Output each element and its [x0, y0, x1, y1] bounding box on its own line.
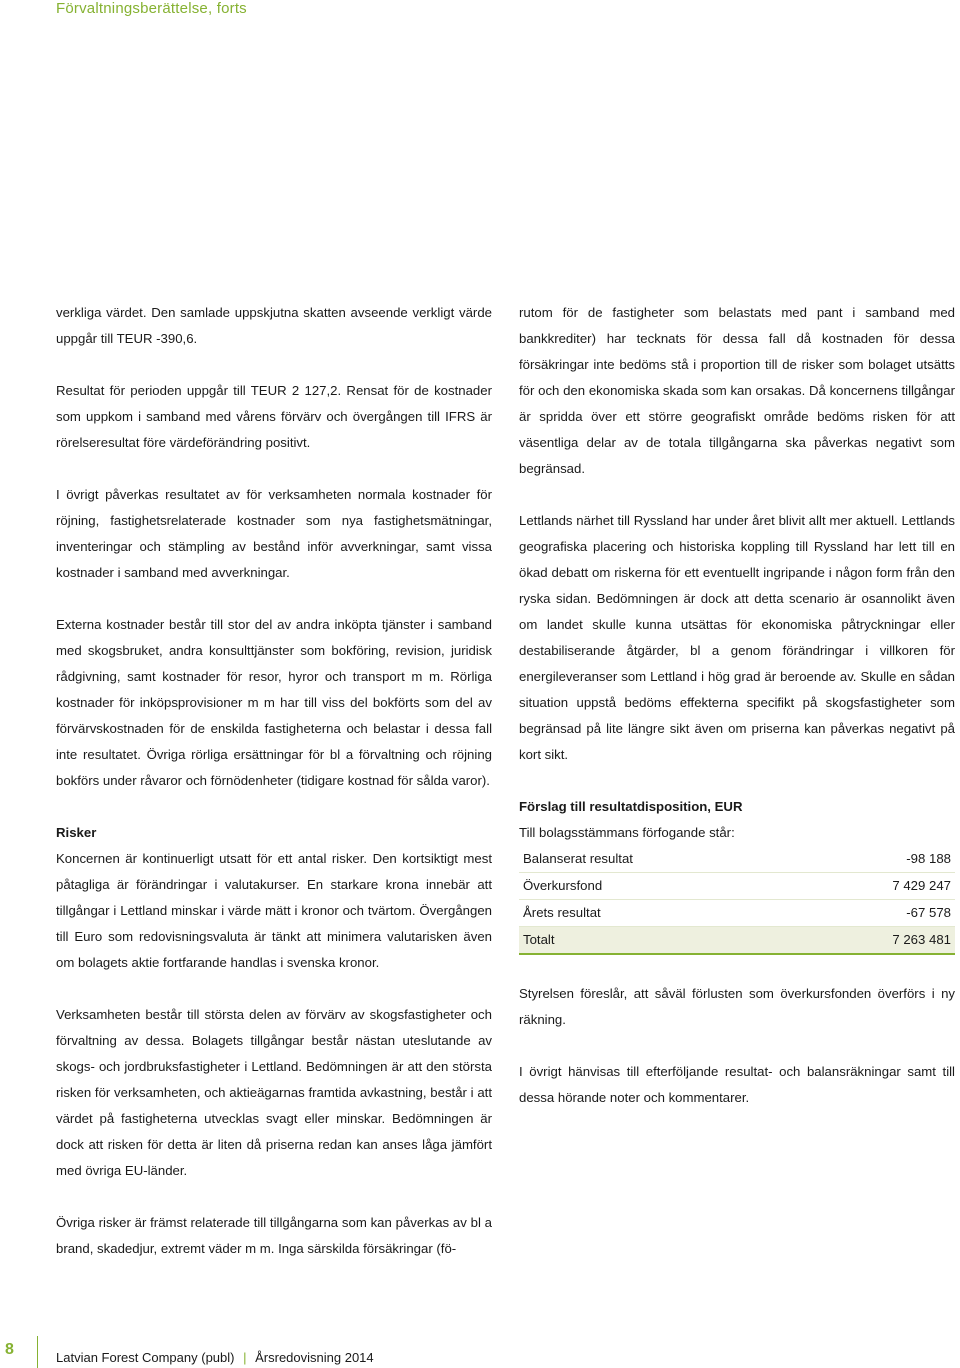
paragraph: I övrigt hänvisas till efterföljande resultat- och balansräkningar samt till dessa hörande noter och kommentarer. [519, 1064, 955, 1105]
page-number: 8 [5, 1341, 14, 1358]
paragraph: verkliga värdet. Den samlade uppskjutna skatten avseende verkligt värde uppgår till TEUR -390,6. [56, 305, 492, 346]
total-label: Totalt [519, 927, 798, 955]
table-row [519, 873, 955, 900]
paragraph: Resultat för perioden uppgår till TEUR 2 127,2. Rensat för de kostnader som uppkom i samband med vårens förvärv och övergången till IFRS är rörelseresultat före värdeförändring positivt. [56, 383, 492, 450]
paragraph: Externa kostnader består till stor del av andra inköpta tjänster i samband med skogsbruket, andra konsulttjänster som bokföring, revision, juridisk rådgivning, samt kostnader för resor, hyror och transport m m. Rörliga kostnader för inköpsprovisioner m m har till viss del bokförts som del av förvärvskostnaden för de enskilda fastigheterna och belastar i dessa fall inte resultatet. Övriga rörliga ersättningar för bl a förvaltning och röjning bokförs under råvaror och förnödenheter (tidigare kostnad för sålda varor). [56, 617, 492, 788]
paragraph: Lettlands närhet till Ryssland har under året blivit allt mer aktuell. Lettlands geografiska placering och historiska koppling till Ryssland har lett till en ökad debatt om riskerna för ett eventuellt ingripande i någon form från den ryska sidan. Bedömningen är dock att detta scenario är osannolikt även om landet skulle kunna utsättas för ekonomiska påtryckningar eller destabiliserande åtgärder, bl a genom förändringar i villkoren för energileveranser som Lettland i hög grad är beroende av. Skulle en sådan situation uppstå bedöms effekterna specifikt på skogsfastigheter som begränsad på lite längre sikt även om priserna kan påverkas negativt på kort sikt. [519, 513, 955, 762]
footer-divider [37, 1336, 38, 1368]
footer-text [56, 1350, 374, 1365]
paragraph: Koncernen är kontinuerligt utsatt för ett antal risker. Den kortsiktigt mest påtagliga är förändringar i valutakurser. En starkare krona innebär att tillgångar i Lettland minskar i värde mätt i kronor och tvärtom. Övergången till Euro som redovisningsvaluta är tänkt att minimera valutarisken även om bolagets aktie fortfarande handlas i svenska kronor. [56, 851, 492, 970]
left-column [56, 300, 492, 1262]
company-name: Latvian Forest Company (publ) [56, 1350, 235, 1365]
page-footer [0, 1336, 960, 1368]
paragraph: Övriga risker är främst relaterade till tillgångarna som kan påverkas av bl a brand, skadedjur, extremt väder m m. Inga särskilda försäkringar (fö- [56, 1215, 492, 1256]
table-row [519, 900, 955, 927]
table-row [519, 846, 955, 873]
report-title: Årsredovisning 2014 [255, 1350, 374, 1365]
result-disposition-table [519, 846, 955, 955]
total-value: 7 263 481 [798, 927, 955, 955]
section-title: Förvaltningsberättelse, forts [56, 0, 247, 17]
right-column [519, 300, 955, 1111]
paragraph: I övrigt påverkas resultatet av för verksamheten normala kostnader för röjning, fastighetsrelaterade kostnader som nya fastighetsmätningar, inventeringar och stämpling av bestånd inför avverkningar, samt vissa kostnader i samband med avverkningar. [56, 487, 492, 580]
row-value: 7 429 247 [798, 873, 955, 900]
footer-separator: | [243, 1350, 247, 1365]
paragraph: Styrelsen föreslår, att såväl förlusten som överkursfonden överförs i ny räkning. [519, 986, 955, 1027]
row-value: -98 188 [798, 846, 955, 873]
proposal-intro: Till bolagsstämmans förfogande står: [519, 825, 735, 840]
row-value: -67 578 [798, 900, 955, 927]
row-label: Årets resultat [519, 900, 798, 927]
paragraph: rutom för de fastigheter som belastats med pant i samband med bankkrediter) har tecknats för dessa fall då kostnaden för dessa försäkringar inte bedöms stå i proportion till de risker som bolaget utsätts för och den ekonomiska skada som kan orsakas. Då koncernens tillgångar är spridda över ett större geografiskt område bedöms risken för att väsentliga delar av de totala tillgångarna ska påverkas negativt som begränsad. [519, 305, 955, 476]
total-row [519, 927, 955, 955]
row-label: Balanserat resultat [519, 846, 798, 873]
proposal-heading: Förslag till resultatdisposition, EUR [519, 799, 743, 814]
risk-heading: Risker [56, 825, 97, 840]
row-label: Överkursfond [519, 873, 798, 900]
paragraph: Verksamheten består till största delen av förvärv av skogsfastigheter och förvaltning av dessa. Bolagets tillgångar består nästan uteslutande av skogs- och jordbruksfastigheter i Lettland. Bedömningen är att den största risken för verksamheten, och aktieägarnas framtida avkastning, består i att värdet på fastigheterna utvecklas svagt eller minskar. Bedömningen är dock att risken för detta är liten då priserna redan kan anses låga jämfört med övriga EU-länder. [56, 1007, 492, 1178]
